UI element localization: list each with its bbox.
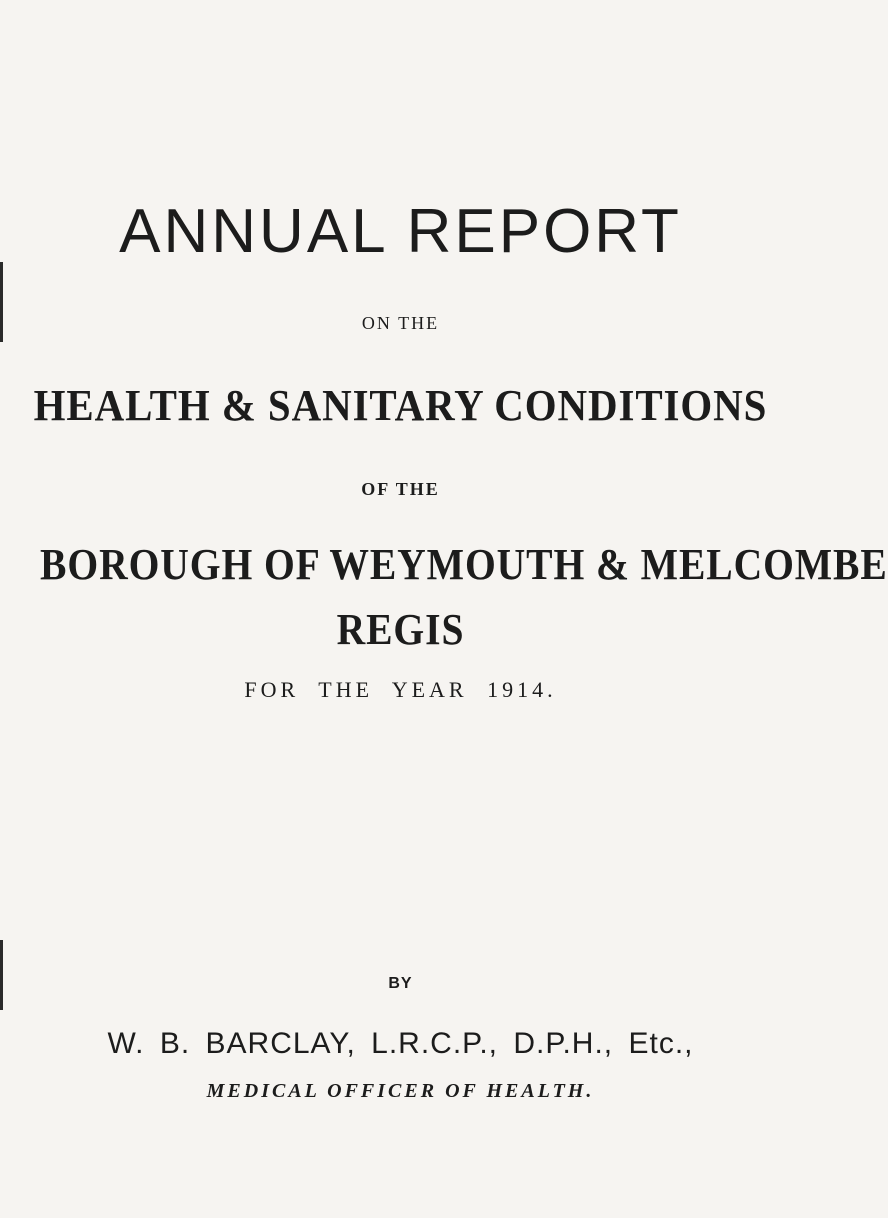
author-name: W. B. BARCLAY, L.R.C.P., D.P.H., Etc., — [107, 1027, 694, 1060]
place-name-line2: REGIS — [336, 605, 465, 654]
author-role: MEDICAL OFFICER OF HEALTH. — [206, 1080, 595, 1102]
place-name-line1: BOROUGH OF WEYMOUTH & MELCOMBE — [40, 540, 888, 589]
of-the-label: OF THE — [361, 479, 440, 499]
report-year: FOR THE YEAR 1914. — [244, 677, 557, 702]
by-label: BY — [388, 975, 413, 992]
report-title: ANNUAL REPORT — [119, 197, 682, 266]
report-subject: HEALTH & SANITARY CONDITIONS — [33, 381, 768, 430]
on-the-label: ON THE — [361, 313, 440, 333]
